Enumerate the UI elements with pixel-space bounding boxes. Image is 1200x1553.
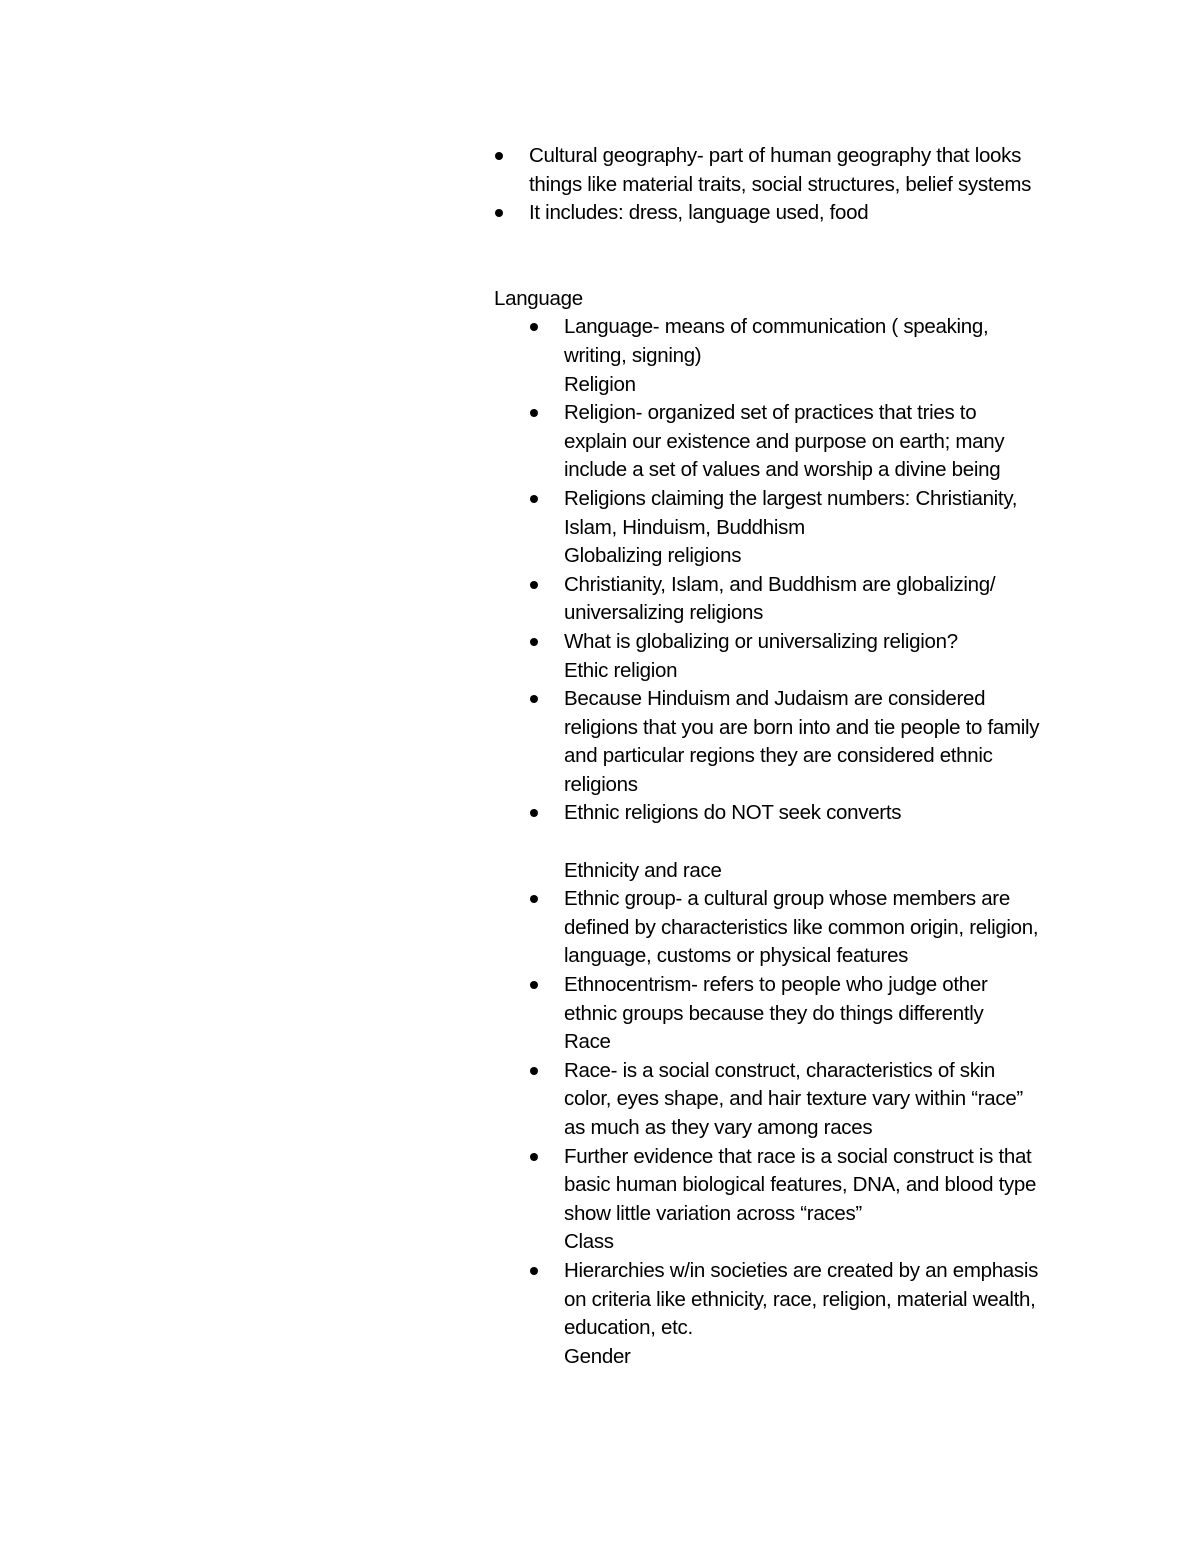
bullet-icon [530, 1067, 538, 1075]
bullet-icon [530, 495, 538, 503]
bullet-icon [495, 209, 503, 217]
section-heading-ethnicity: Ethnicity and race [564, 858, 722, 882]
list-item-text: Cultural geography- part of human geography that looks things like material traits, social structures, belief systems [529, 144, 1032, 196]
list-item [529, 799, 1044, 828]
section-heading-globalizing: Globalizing religions [564, 544, 742, 568]
ethnicity-list [529, 885, 1094, 1028]
list-item-text: What is globalizing or universalizing religion? [564, 629, 958, 653]
bullet-icon [530, 323, 538, 331]
ethic-list [529, 685, 1094, 828]
spacer [494, 228, 1094, 285]
list-item-text: It includes: dress, language used, food [529, 201, 869, 225]
list-item-text: Further evidence that race is a social construct is that basic human biological features, DNA, and blood type show little variation across “races” [564, 1144, 1037, 1225]
bullet-icon [495, 152, 503, 160]
list-item-text: Christianity, Islam, and Buddhism are globalizing/ universalizing religions [564, 572, 996, 625]
section-heading-religion: Religion [564, 372, 636, 396]
list-item-text: Hierarchies w/in societies are created by an emphasis on criteria like ethnicity, race, religion, material wealth, education, etc. [564, 1258, 1039, 1340]
bullet-icon [530, 809, 538, 817]
list-item [529, 971, 1044, 1028]
list-item [494, 142, 1069, 199]
bullet-icon [530, 1153, 538, 1161]
list-item [529, 885, 1054, 971]
list-item [529, 399, 1044, 485]
section-heading-class: Class [564, 1230, 614, 1254]
list-item-text: Ethnic group- a cultural group whose members are defined by characteristics like common origin, religion, language, customs or physical features [564, 887, 1039, 968]
list-item [529, 685, 1044, 799]
list-item [494, 199, 1069, 228]
list-item [529, 313, 1039, 370]
list-item-text: Ethnic religions do NOT seek converts [564, 801, 902, 825]
religion-list [529, 399, 1094, 542]
section-heading-race: Race [564, 1030, 611, 1054]
document-content [494, 142, 1094, 1371]
list-item [529, 628, 1044, 657]
list-item-text: Ethnocentrism- refers to people who judge other ethnic groups because they do things differently [564, 973, 988, 1025]
section-heading-gender: Gender [564, 1344, 631, 1368]
section-heading-ethic: Ethic religion [564, 658, 678, 682]
bullet-icon [530, 1267, 538, 1275]
list-item-text: Religions claiming the largest numbers: Christianity, Islam, Hinduism, Buddhism [564, 486, 1018, 539]
list-item-text: Religion- organized set of practices that tries to explain our existence and purpose on earth; many include a set of values and worship a divine being [564, 401, 1005, 482]
list-item [529, 1143, 1044, 1229]
list-item-text: Because Hinduism and Judaism are considered religions that you are born into and tie people to family and particular regions they are considered ethnic religions [564, 687, 1040, 796]
section-heading-language: Language [494, 286, 583, 310]
list-item-text: Language- means of communication ( speaking, writing, signing) [564, 315, 989, 367]
list-item [529, 485, 1059, 542]
bullet-icon [530, 695, 538, 703]
list-item-text: Race- is a social construct, characteristics of skin color, eyes shape, and hair texture vary within “race” as much as they vary among races [564, 1058, 1023, 1139]
bullet-icon [530, 638, 538, 646]
list-item [529, 1257, 1044, 1343]
bullet-icon [530, 981, 538, 989]
list-item [529, 571, 1044, 628]
list-item [529, 1057, 1044, 1143]
language-list [529, 313, 1094, 370]
class-list [529, 1257, 1094, 1343]
intro-list [494, 142, 1094, 228]
globalizing-list [529, 571, 1094, 657]
bullet-icon [530, 895, 538, 903]
bullet-icon [530, 581, 538, 589]
spacer [494, 828, 1094, 857]
race-list [529, 1057, 1094, 1229]
bullet-icon [530, 409, 538, 417]
